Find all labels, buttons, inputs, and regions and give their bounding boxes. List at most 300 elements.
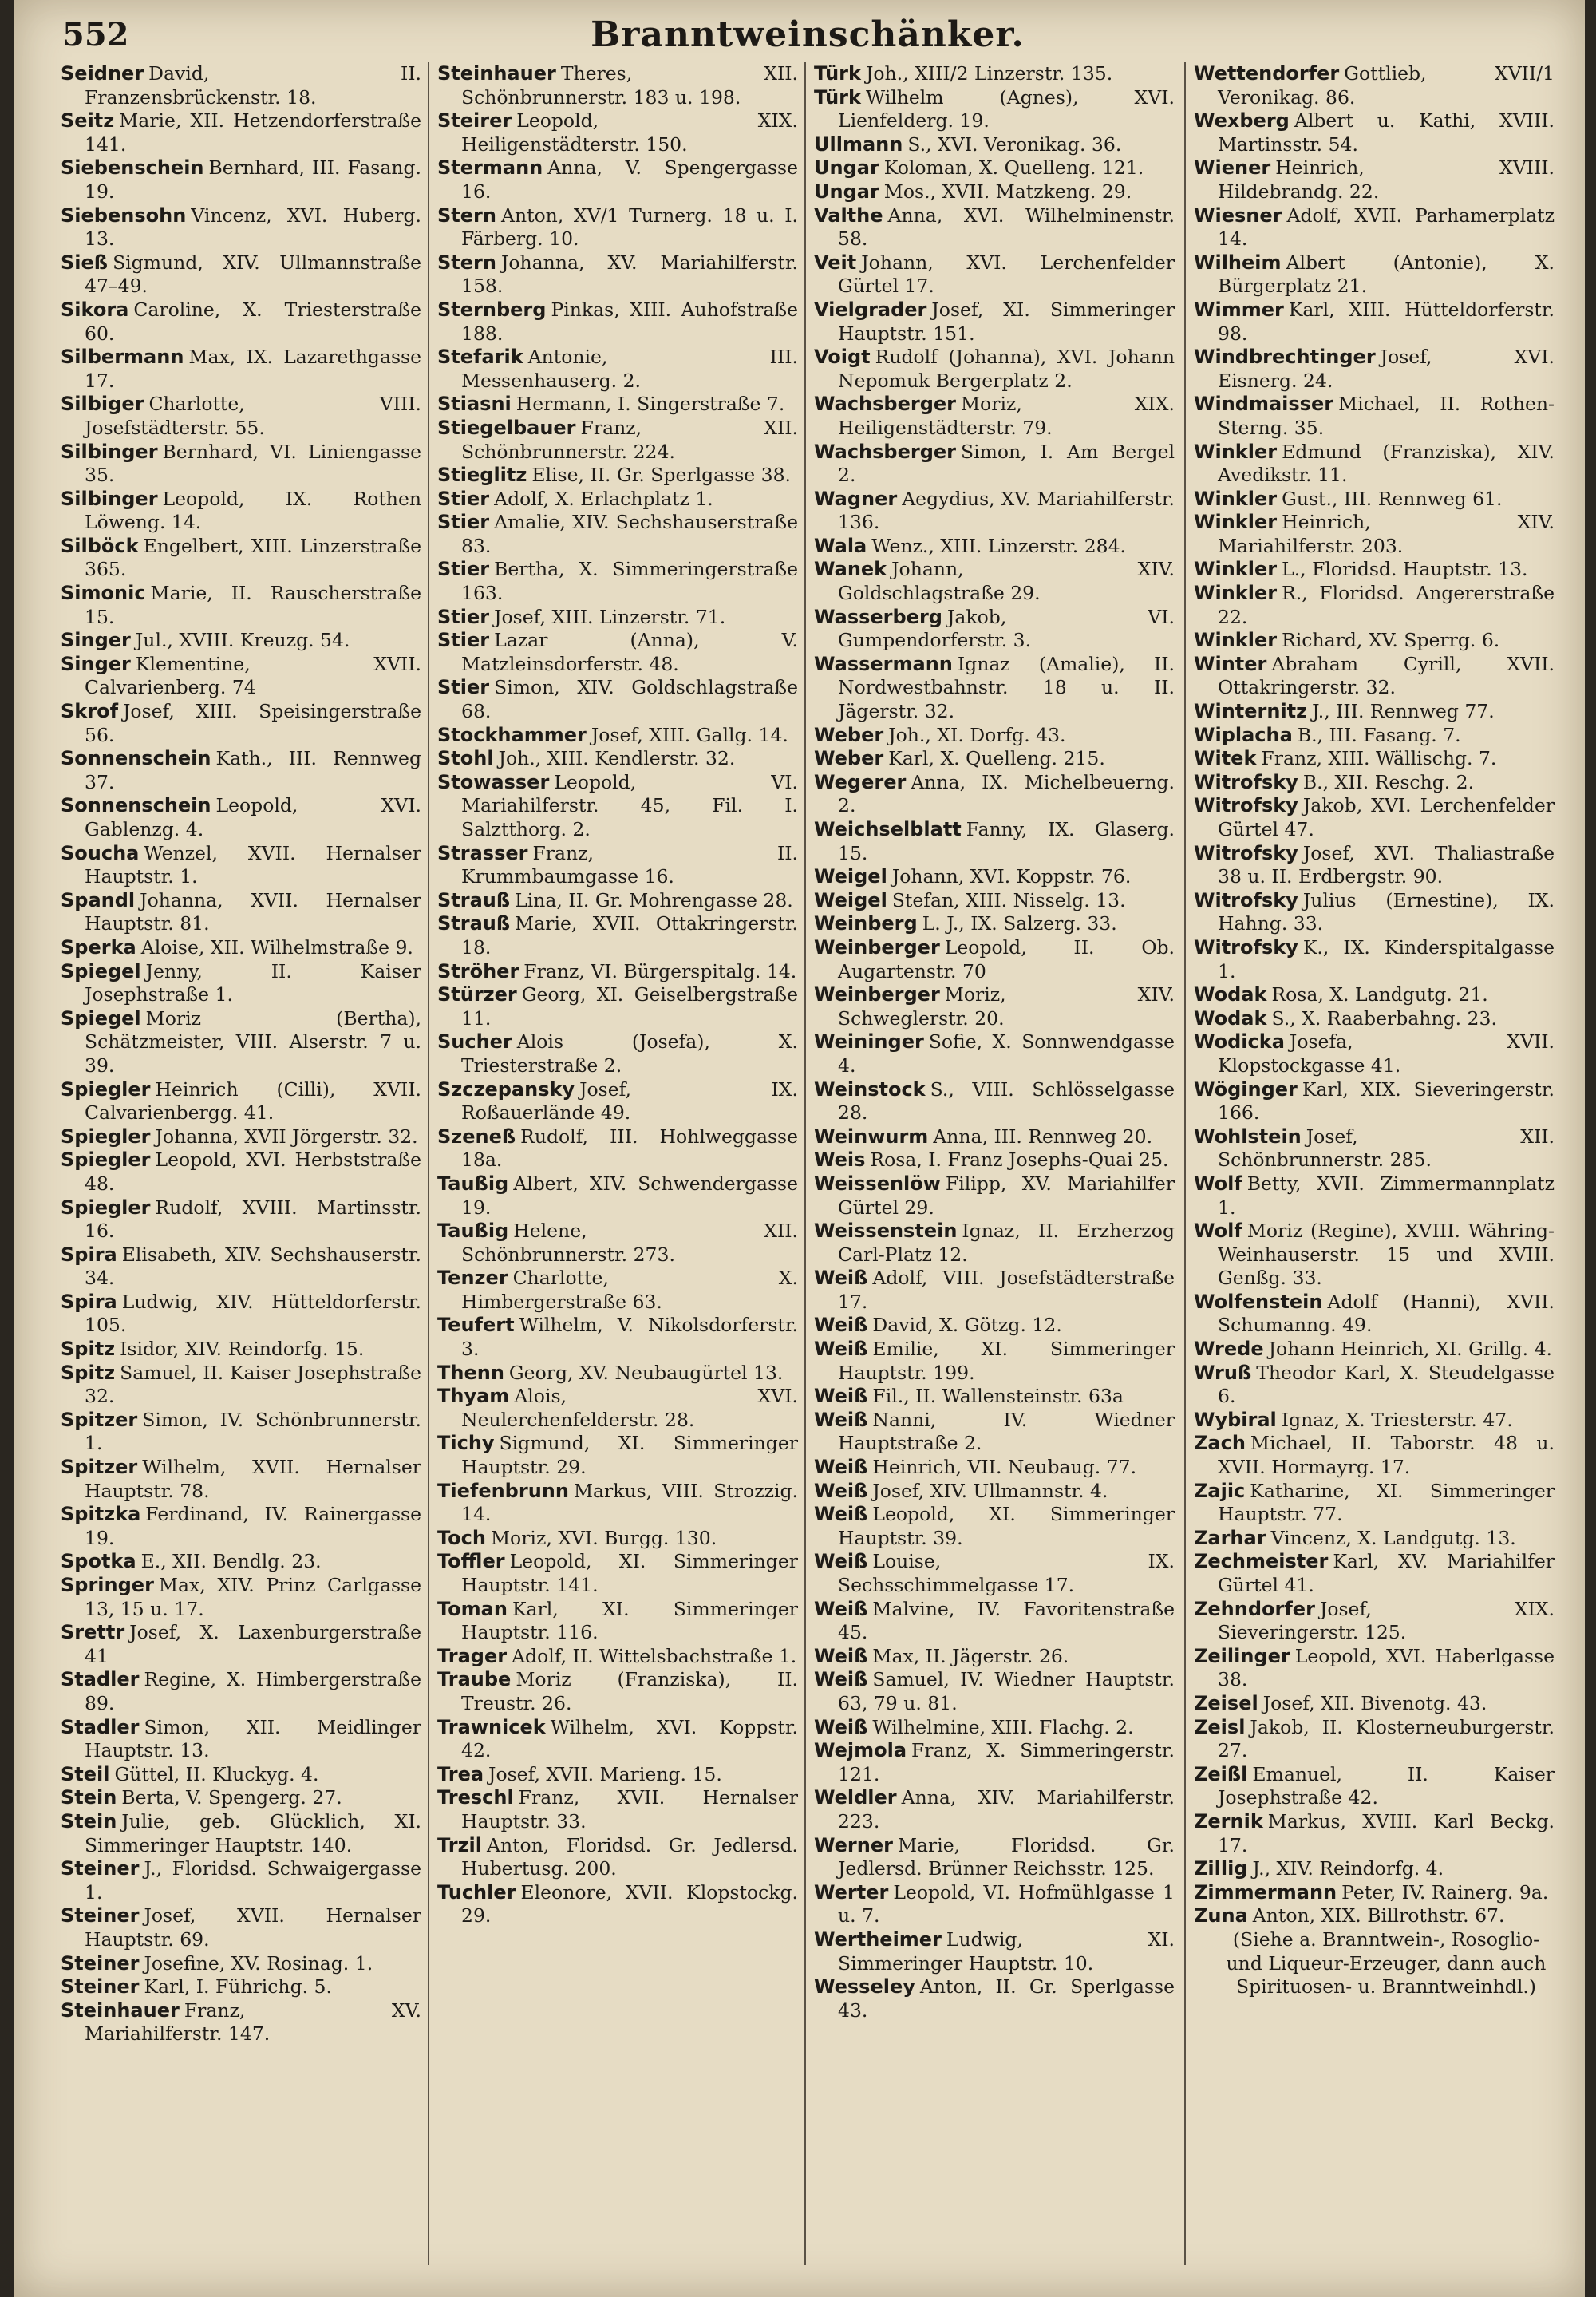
entry-address: Georg, XV. Neubaugürtel 13. (508, 1361, 784, 1384)
entry-address: Antonie, III. Messenhauserg. 2. (461, 346, 798, 392)
entry-address: Anton, XIX. Billrothstr. 67. (1252, 1904, 1505, 1927)
entry-name: Sucher (437, 1030, 512, 1054)
directory-entry (61, 1007, 421, 1078)
entry-address: Lazar (Anna), V. Matzleinsdorferstr. 48. (461, 629, 798, 675)
directory-entry (437, 1172, 798, 1220)
entry-name: Wiplacha (1194, 723, 1293, 746)
entry-name: Zernik (1194, 1809, 1263, 1832)
entry-name: Weiß (814, 1644, 868, 1667)
entry-name: Spiegler (61, 1077, 151, 1101)
entry-name: Türk (814, 62, 861, 85)
entry-address: Josef, XVII. Marieng. 15. (488, 1762, 722, 1785)
entry-address: Johanna, XVII Jörgerstr. 32. (155, 1125, 418, 1148)
directory-entry (437, 298, 798, 346)
entry-name: Steiner (61, 1904, 140, 1927)
directory-entry (61, 346, 421, 393)
page-header (62, 11, 1553, 59)
entry-name: Weiß (814, 1715, 868, 1738)
entry-name: Wiesner (1194, 204, 1282, 227)
directory-entry (814, 441, 1175, 488)
entry-address: Markus, XVIII. Karl Beckg. 17. (1218, 1809, 1555, 1856)
entry-name: Winkler (1194, 629, 1278, 652)
entry-address: Josef, XIV. Ullmannstr. 4. (872, 1479, 1108, 1502)
entry-name: Wagner (814, 487, 898, 510)
directory-entry (1194, 1362, 1555, 1409)
entry-address: E., XII. Bendlg. 23. (140, 1550, 322, 1573)
entry-name: Zeißl (1194, 1762, 1248, 1785)
entry-address: Mos., XVII. Matzkeng. 29. (883, 180, 1132, 203)
entry-address: J., III. Rennweg 77. (1312, 700, 1495, 723)
entry-name: Singer (61, 652, 131, 675)
directory-entry (814, 62, 1175, 86)
entry-address: S., XVI. Veronikag. 36. (907, 132, 1122, 156)
entry-address: K., IX. Kinderspitalgasse 1. (1218, 935, 1555, 982)
entry-name: Weinstock (814, 1077, 926, 1101)
entry-name: Sonnenschein (61, 794, 211, 817)
column-divider (1184, 62, 1186, 2265)
directory-entry (61, 1338, 421, 1362)
directory-entry (814, 1220, 1175, 1267)
entry-name: Werner (814, 1833, 893, 1856)
entry-address: Engelbert, XIII. Linzerstraße 365. (85, 534, 421, 581)
directory-entry (61, 1503, 421, 1550)
directory-entry (61, 1148, 421, 1196)
entry-address: Kath., III. Rennweg 37. (85, 747, 421, 793)
directory-entry (1194, 1172, 1555, 1220)
entry-address: Josef, XI. Simmeringer Hauptstr. 151. (838, 298, 1175, 345)
directory-entry (1194, 1480, 1555, 1527)
entry-name: Seidner (61, 62, 144, 85)
directory-entry (1194, 582, 1555, 629)
entry-name: Weiß (814, 1385, 868, 1408)
entry-address: Katharine, XI. Simmeringer Hauptstr. 77. (1218, 1479, 1555, 1526)
entry-address: Elise, II. Gr. Sperlgasse 38. (531, 464, 792, 487)
directory-entry (814, 1480, 1175, 1504)
directory-entry (61, 441, 421, 488)
entry-address: Leopold, IX. Rothen Löweng. 14. (85, 487, 421, 534)
entry-address: J., XIV. Reindorfg. 4. (1252, 1857, 1444, 1880)
directory-entry (1194, 1904, 1555, 1928)
entry-name: Siebenschein (61, 156, 204, 180)
directory-entry (437, 1432, 798, 1479)
entry-address: Stefan, XIII. Nisselg. 13. (891, 888, 1126, 911)
entry-address: Anton, Floridsd. Gr. Jedlersd. Hubertusg. 200. (461, 1833, 798, 1880)
entry-address: Julius (Ernestine), IX. Hahng. 33. (1218, 888, 1555, 935)
entry-address: Simon, XII. Meidlinger Hauptstr. 13. (85, 1715, 421, 1762)
entry-name: Weichselblatt (814, 818, 962, 840)
entry-address: Michael, II. Taborstr. 48 u. XVII. Hormayrg. 17. (1218, 1432, 1555, 1479)
entry-name: Toffler (437, 1550, 505, 1573)
entry-name: Stier (437, 629, 490, 652)
entry-address: Theres, XII. Schönbrunnerstr. 183 u. 198. (461, 62, 798, 109)
directory-entry (814, 1928, 1175, 1975)
entry-address: Adolf, VIII. Josefstädterstraße 17. (838, 1267, 1175, 1313)
directory-entry (61, 1621, 421, 1668)
entry-name: Weiß (814, 1314, 868, 1337)
entry-address: Elisabeth, XIV. Sechshauserstr. 34. (85, 1243, 421, 1290)
entry-address: Franz, XIII. Wällischg. 7. (1261, 747, 1497, 770)
entry-address: Ignaz, II. Erzherzog Carl-Platz 12. (838, 1220, 1175, 1266)
directory-entry (61, 156, 421, 204)
entry-address: Gottlieb, XVII/1 Veronikag. 86. (1218, 62, 1555, 109)
entry-name: Zarhar (1194, 1526, 1266, 1549)
directory-entry (814, 1385, 1175, 1409)
entry-name: Weiß (814, 1503, 868, 1526)
entry-address: Betty, XVII. Zimmermannplatz 1. (1218, 1172, 1555, 1219)
section-title: Branntweinschänker. (591, 14, 1025, 55)
entry-name: Wiener (1194, 156, 1271, 180)
directory-entry (437, 346, 798, 393)
entry-address: Ludwig, XI. Simmeringer Hauptstr. 10. (838, 1927, 1175, 1975)
directory-entry (61, 842, 421, 889)
entry-name: Wolf (1194, 1220, 1242, 1243)
entry-name: Stadler (61, 1715, 140, 1738)
directory-entry (814, 1975, 1175, 2022)
directory-entry (1194, 511, 1555, 558)
entry-address: Johann, XVI. Lerchenfelder Gürtel 17. (838, 251, 1175, 298)
directory-entry (1194, 1881, 1555, 1905)
entry-name: Wertheimer (814, 1927, 942, 1951)
entry-name: Stier (437, 487, 490, 510)
entry-address: Georg, XI. Geiselbergstraße 11. (461, 983, 798, 1030)
entry-address: Aloise, XII. Wilhelmstraße 9. (140, 935, 413, 959)
directory-entry (814, 180, 1175, 204)
directory-entry (61, 1125, 421, 1149)
entry-address: Franz, XVII. Hernalser Hauptstr. 33. (461, 1786, 798, 1832)
entry-name: Trawnicek (437, 1715, 546, 1738)
entry-name: Skrof (61, 700, 119, 723)
directory-entry (814, 747, 1175, 771)
entry-name: Wodak (1194, 983, 1267, 1006)
entry-name: Zach (1194, 1432, 1246, 1455)
directory-entry (437, 62, 798, 109)
entry-name: Steiner (61, 1857, 140, 1880)
entry-name: Windmaisser (1194, 393, 1334, 416)
directory-entry (437, 771, 798, 842)
column-3 (814, 62, 1175, 2022)
entry-address: Moriz (Franziska), II. Treustr. 26. (461, 1668, 798, 1714)
entry-name: Wodak (1194, 1006, 1267, 1030)
entry-address: Karl, XIII. Hütteldorferstr. 98. (1218, 298, 1555, 345)
directory-entry (437, 1078, 798, 1125)
entry-name: Witrofsky (1194, 794, 1298, 817)
entry-name: Steiner (61, 1975, 140, 1999)
entry-address: Albert u. Kathi, XVIII. Martinsstr. 54. (1218, 109, 1555, 156)
directory-entry (814, 1503, 1175, 1550)
entry-address: Alois, XVI. Neulerchenfelderstr. 28. (461, 1385, 798, 1431)
entry-address: Moriz, XIX. Heiligenstädterstr. 79. (838, 393, 1175, 439)
directory-entry (437, 1385, 798, 1432)
entry-name: Wohlstein (1194, 1125, 1302, 1148)
directory-entry (61, 1904, 421, 1951)
column-1 (61, 62, 421, 2046)
cross-reference-note: (Siehe a. Branntwein-, Rosoglio- und Liqueur-Erzeuger, dann auch Spirituosen- u. Branntweinhdl.) (1226, 1927, 1547, 1999)
entry-name: Weiß (814, 1479, 868, 1502)
entry-address: Anna, IX. Michelbeuerng. 2. (838, 770, 1175, 817)
entry-address: Karl, XIX. Sieveringerstr. 166. (1218, 1077, 1555, 1125)
directory-entry (1194, 936, 1555, 983)
directory-entry (814, 1598, 1175, 1645)
entry-name: Stern (437, 204, 496, 227)
directory-entry (814, 1834, 1175, 1881)
directory-entry (1194, 298, 1555, 346)
directory-entry (61, 62, 421, 109)
directory-entry (61, 889, 421, 936)
entry-name: Soucha (61, 841, 140, 864)
entry-address: B., III. Fasang. 7. (1297, 723, 1461, 746)
entry-address: Adolf (Hanni), XVII. Schumanng. 49. (1218, 1290, 1555, 1337)
directory-entry (61, 251, 421, 298)
directory-entry (61, 1668, 421, 1715)
directory-entry (1194, 771, 1555, 795)
entry-name: Weinberger (814, 935, 940, 959)
directory-entry (437, 747, 798, 771)
entry-address: Aegydius, XV. Mariahilferstr. 136. (838, 487, 1175, 534)
entry-name: Zeisel (1194, 1691, 1258, 1714)
entry-name: Sonnenschein (61, 747, 211, 770)
directory-entry (61, 653, 421, 700)
entry-address: Ignaz, X. Triesterstr. 47. (1281, 1408, 1513, 1431)
entry-address: Simon, XIV. Goldschlagstraße 68. (461, 676, 798, 723)
directory-entry (61, 1243, 421, 1291)
entry-address: Max, IX. Lazarethgasse 17. (85, 346, 421, 392)
directory-entry (814, 865, 1175, 889)
entry-name: Wybiral (1194, 1408, 1277, 1431)
directory-entry (814, 1125, 1175, 1149)
entry-name: Wala (814, 534, 867, 557)
entry-name: Türk (814, 85, 861, 109)
entry-address: Josef, XVI. Thaliastraße 38 u. II. Erdbergstr. 90. (1218, 841, 1555, 888)
entry-name: Weldler (814, 1786, 897, 1809)
entry-name: Wanek (814, 558, 887, 581)
directory-entry (61, 1786, 421, 1810)
entry-address: Josefine, XV. Rosinag. 1. (144, 1951, 373, 1975)
entry-address: Leopold, XI. Simmeringer Hauptstr. 141. (461, 1550, 798, 1596)
directory-entry (814, 86, 1175, 133)
directory-entry (437, 1668, 798, 1715)
directory-entry (61, 936, 421, 960)
entry-address: Wilhelm, XVI. Koppstr. 42. (461, 1715, 798, 1762)
directory-entry (1194, 1030, 1555, 1077)
column-4 (1194, 62, 1555, 1999)
entry-name: Ungar (814, 180, 879, 203)
directory-entry (1194, 724, 1555, 748)
entry-name: Sternberg (437, 298, 547, 321)
entry-address: Heinrich (Cilli), XVII. Calvarienbergg. 41. (85, 1077, 421, 1125)
directory-entry (437, 1763, 798, 1787)
entry-address: Wilhelm (Agnes), XVI. Lienfelderg. 19. (838, 85, 1175, 132)
entry-name: Spira (61, 1243, 117, 1266)
directory-entry (814, 1881, 1175, 1928)
directory-entry (1194, 1810, 1555, 1857)
entry-address: Marie, XVII. Ottakringerstr. 18. (461, 912, 798, 959)
entry-address: Alois (Josefa), X. Triesterstraße 2. (461, 1030, 798, 1077)
entry-address: Caroline, X. Triesterstraße 60. (85, 298, 421, 345)
directory-entry (61, 1456, 421, 1503)
entry-name: Weinberg (814, 912, 918, 935)
entry-name: Spitzer (61, 1456, 138, 1479)
entry-address: Leopold, XI. Simmeringer Hauptstr. 39. (838, 1503, 1175, 1549)
entry-name: Weiß (814, 1668, 868, 1691)
directory-entry (437, 1881, 798, 1928)
entry-address: David, X. Götzg. 12. (872, 1314, 1062, 1337)
entry-name: Stier (437, 676, 490, 699)
entry-address: Malvine, IV. Favoritenstraße 45. (838, 1597, 1175, 1644)
entry-name: Spiegler (61, 1148, 151, 1172)
directory-entry (437, 1834, 798, 1881)
directory-entry (61, 109, 421, 156)
entry-address: Amalie, XIV. Sechshauserstraße 83. (461, 511, 798, 557)
entry-address: Heinrich, XVIII. Hildebrandg. 22. (1218, 156, 1555, 203)
directory-entry (61, 1574, 421, 1621)
directory-entry (437, 1030, 798, 1077)
entry-address: Marie, Floridsd. Gr. Jedlersd. Brünner Reichsstr. 125. (838, 1833, 1175, 1880)
entry-name: Stein (61, 1786, 117, 1809)
entry-address: Edmund (Franziska), XIV. Avedikstr. 11. (1218, 440, 1555, 487)
directory-entry (814, 133, 1175, 157)
directory-entry (1194, 653, 1555, 700)
entry-address: Leopold, XIX. Heiligenstädterstr. 150. (461, 109, 798, 156)
entry-name: Weissenlöw (814, 1172, 941, 1195)
entry-address: Josef, XIX. Sieveringerstr. 125. (1218, 1597, 1555, 1644)
entry-name: Stern (437, 251, 496, 274)
entry-address: Wenz., XIII. Linzerstr. 284. (871, 534, 1127, 557)
entry-address: S., X. Raaberbahng. 23. (1271, 1006, 1497, 1030)
entry-address: L., Floridsd. Hauptstr. 13. (1282, 558, 1528, 581)
directory-entry (1194, 1550, 1555, 1597)
entry-address: Charlotte, X. Himbergerstraße 63. (461, 1267, 798, 1313)
entry-name: Valthe (814, 204, 883, 227)
entry-address: Richard, XV. Sperrg. 6. (1282, 629, 1500, 652)
directory-entry (1194, 794, 1555, 841)
directory-entry (814, 488, 1175, 535)
entry-address: Heinrich, XIV. Mariahilferstr. 203. (1218, 511, 1555, 557)
entry-name: Wöginger (1194, 1077, 1298, 1101)
entry-name: Winkler (1194, 487, 1278, 510)
entry-name: Witrofsky (1194, 888, 1298, 911)
directory-entry (814, 1267, 1175, 1314)
directory-entry (814, 1314, 1175, 1338)
entry-name: Weiß (814, 1338, 868, 1361)
entry-address: Leopold, XVI. Haberlgasse 38. (1218, 1644, 1555, 1691)
directory-entry (814, 535, 1175, 559)
entry-name: Voigt (814, 346, 871, 369)
entry-name: Wegerer (814, 770, 907, 793)
directory-entry (814, 1148, 1175, 1172)
entry-name: Stefarik (437, 346, 523, 369)
entry-name: Winkler (1194, 511, 1278, 534)
entry-address: Franz, X. Simmeringerstr. 121. (838, 1739, 1175, 1785)
entry-address: Vincenz, X. Landgutg. 13. (1270, 1526, 1516, 1549)
directory-entry (61, 1078, 421, 1125)
entry-address: Max, II. Jägerstr. 26. (872, 1644, 1069, 1667)
entry-name: Witek (1194, 747, 1257, 770)
entry-address: Wilhelm, V. Nikolsdorferstr. 3. (461, 1314, 798, 1361)
directory-entry (814, 1550, 1175, 1597)
entry-address: Heinrich, VII. Neubaug. 77. (872, 1456, 1137, 1479)
entry-address: Michael, II. Rothen-Sterng. 35. (1218, 393, 1555, 439)
directory-entry (1194, 1857, 1555, 1881)
entry-address: Peter, IV. Rainerg. 9a. (1341, 1880, 1549, 1904)
entry-name: Silbiger (61, 393, 144, 416)
entry-name: Winkler (1194, 440, 1278, 463)
directory-entry (437, 1314, 798, 1361)
entry-name: Winternitz (1194, 700, 1308, 723)
directory-entry (61, 1857, 421, 1904)
entry-name: Sperka (61, 935, 136, 959)
entry-address: Emanuel, II. Kaiser Josephstraße 42. (1218, 1762, 1555, 1809)
entry-name: Wachsberger (814, 393, 956, 416)
entry-address: Joh., XI. Dorfg. 43. (888, 723, 1066, 746)
directory-entry (1194, 1598, 1555, 1645)
entry-address: Hermann, I. Singerstraße 7. (516, 393, 785, 416)
entry-address: Franz, XII. Schönbrunnerstr. 224. (461, 416, 798, 463)
entry-name: Zillig (1194, 1857, 1248, 1880)
entry-name: Weinberger (814, 983, 940, 1006)
entry-name: Silbermann (61, 346, 184, 369)
entry-address: J., Floridsd. Schwaigergasse 1. (85, 1857, 421, 1904)
entry-address: Rudolf, III. Hohlweggasse 18a. (461, 1125, 798, 1172)
directory-entry (437, 1716, 798, 1763)
entry-name: Wachsberger (814, 440, 956, 463)
entry-address: Simon, I. Am Bergel 2. (838, 440, 1175, 487)
entry-name: Weininger (814, 1030, 924, 1054)
entry-address: Josef, XIII. Linzerstr. 71. (494, 605, 726, 628)
entry-name: Stier (437, 511, 490, 534)
directory-entry (61, 747, 421, 794)
entry-address: Anton, II. Gr. Sperlgasse 43. (838, 1975, 1175, 2022)
entry-name: Stowasser (437, 770, 550, 793)
directory-entry (1194, 204, 1555, 251)
entry-name: Stiegelbauer (437, 416, 576, 439)
entry-name: Witrofsky (1194, 770, 1298, 793)
directory-entry (814, 1078, 1175, 1125)
entry-address: Karl, X. Quelleng. 215. (888, 747, 1105, 770)
entry-address: Johanna, XVII. Hernalser Hauptstr. 81. (85, 888, 421, 935)
directory-entry (61, 535, 421, 582)
directory-entry (814, 204, 1175, 251)
entry-address: Wilhelmine, XIII. Flachg. 2. (872, 1715, 1134, 1738)
entry-address: L. J., IX. Salzerg. 33. (922, 912, 1117, 935)
directory-entry (814, 724, 1175, 748)
entry-address: Sigmund, XI. Simmeringer Hauptstr. 29. (461, 1432, 798, 1479)
entry-address: Ferdinand, IV. Rainergasse 19. (85, 1503, 421, 1549)
entry-name: Zechmeister (1194, 1550, 1329, 1573)
entry-name: Thyam (437, 1385, 510, 1408)
entry-address: S., VIII. Schlösselgasse 28. (838, 1077, 1175, 1125)
entry-address: Wenzel, XVII. Hernalser Hauptstr. 1. (85, 841, 421, 888)
entry-name: Weis (814, 1148, 866, 1172)
entry-address: Abraham Cyrill, XVII. Ottakringerstr. 32. (1218, 652, 1555, 699)
entry-name: Srettr (61, 1621, 125, 1644)
entry-address: Leopold, VI. Mariahilferstr. 45, Fil. I. Salztthorg. 2. (461, 770, 798, 840)
directory-entry (61, 960, 421, 1007)
entry-address: Anna, XVI. Wilhelminenstr. 58. (838, 204, 1175, 251)
entry-name: Spotka (61, 1550, 136, 1573)
entry-name: Teufert (437, 1314, 515, 1337)
directory-entry (437, 1480, 798, 1527)
entry-address: Karl, XI. Simmeringer Hauptstr. 116. (461, 1597, 798, 1644)
entry-name: Simonic (61, 582, 146, 605)
entry-address: Lina, II. Gr. Mohrengasse 28. (515, 888, 793, 911)
entry-address: Leopold, II. Ob. Augartenstr. 70 (838, 935, 1175, 982)
entry-name: Strauß (437, 888, 511, 911)
entry-address: Franz, XV. Mariahilferstr. 147. (85, 1999, 421, 2046)
entry-address: Charlotte, VIII. Josefstädterstr. 55. (85, 393, 421, 439)
entry-address: Josef, XIII. Speisingerstraße 56. (85, 700, 421, 746)
entry-address: Samuel, IV. Wiedner Hauptstr. 63, 79 u. 81. (838, 1668, 1175, 1714)
entry-address: Julie, geb. Glücklich, XI. Simmeringer Hauptstr. 140. (85, 1809, 421, 1856)
